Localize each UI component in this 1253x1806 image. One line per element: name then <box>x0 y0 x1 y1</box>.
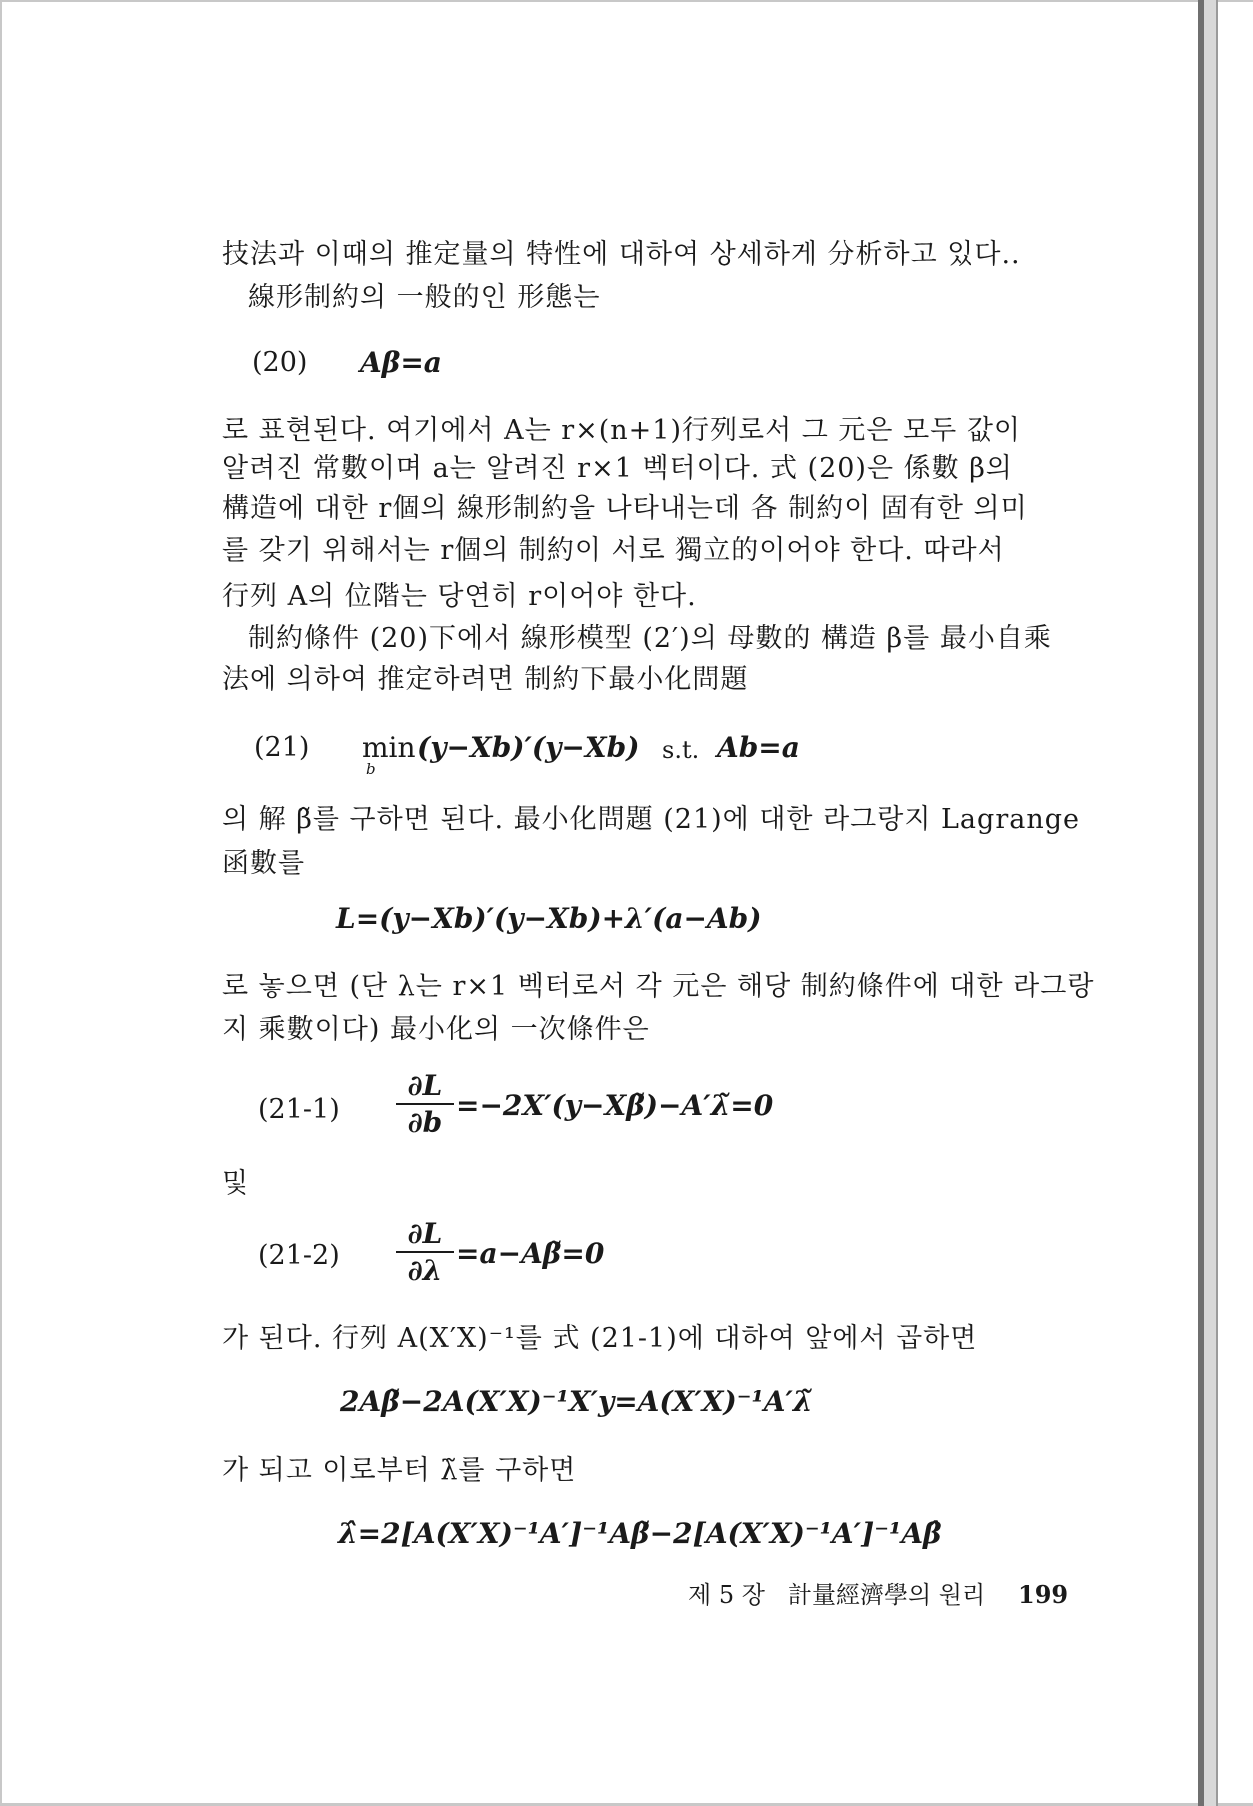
equation-21-st: s.t. <box>662 736 700 764</box>
text-line: 알려진 常數이며 a는 알려진 r×1 벡터이다. 式 (20)은 係數 β의 <box>222 453 1013 484</box>
equation-lagrangian: L=(y−Xb)′(y−Xb)+λ′(a−Ab) <box>336 902 762 935</box>
equation-number: (21) <box>254 732 310 763</box>
equation-number: (21-2) <box>258 1240 340 1271</box>
equation-20: Aβ=a <box>360 346 442 379</box>
equation-21-2-fraction <box>396 1218 454 1287</box>
page-number: 199 <box>1018 1580 1069 1609</box>
equation-21-1-rhs: =−2X′(y−Xβ̃)−A′λ̃=0 <box>456 1089 774 1122</box>
equation-lambda-hat: λ̂=2[A(X′X)⁻¹A′]⁻¹Aβ̃−2[A(X′X)⁻¹A′]⁻¹Aβ̂ <box>338 1517 942 1550</box>
equation-number: (21-1) <box>258 1094 340 1125</box>
fraction-denominator: ∂b <box>407 1106 443 1139</box>
page-border-left <box>0 0 2 1806</box>
text-line: 法에 의하여 推定하려면 制約下最小化問題 <box>222 664 749 695</box>
page-edge-margin <box>1204 0 1216 1806</box>
fraction-numerator: ∂L <box>407 1069 443 1102</box>
text-line: 로 놓으면 (단 λ는 r×1 벡터로서 각 元은 해당 制約條件에 대한 라그랑 <box>222 971 1095 1002</box>
text-line: 函數를 <box>222 848 306 879</box>
text-line: 構造에 대한 r個의 線形制約을 나타내는데 各 制約이 固有한 의미 <box>222 493 1028 524</box>
text-line: 行列 A의 位階는 당연히 r이어야 한다. <box>222 581 697 612</box>
equation-21-constraint: Ab=a <box>717 731 800 764</box>
text-line: 가 된다. 行列 A(X′X)⁻¹를 式 (21-1)에 대하여 앞에서 곱하면 <box>222 1323 978 1354</box>
text-line: 技法과 이때의 推定量의 特性에 대하여 상세하게 分析하고 있다.. <box>222 239 1021 270</box>
equation-premultiplied: 2Aβ̃−2A(X′X)⁻¹X′y=A(X′X)⁻¹A′λ̃ <box>340 1385 813 1418</box>
equation-21-1-fraction <box>396 1070 454 1139</box>
footer-chapter: 제 5 장 <box>688 1581 765 1609</box>
text-line: 線形制約의 一般的인 形態는 <box>248 282 601 313</box>
text-line: 制約條件 (20)下에서 線形模型 (2′)의 母數的 構造 β를 最小自乘 <box>248 623 1052 654</box>
fraction-denominator: ∂λ <box>407 1254 443 1287</box>
equation-number: (20) <box>252 347 308 378</box>
fraction-bar <box>396 1251 454 1253</box>
equation-21-min: min <box>362 731 416 764</box>
equation-21-body: (y−Xb)′(y−Xb) <box>417 731 640 764</box>
page-border-top <box>0 0 1253 2</box>
text-line: 및 <box>222 1168 250 1199</box>
text-line: 의 解 β̃를 구하면 된다. 最小化問題 (21)에 대한 라그랑지 Lagrange <box>222 804 1080 835</box>
equation-21-subscript: b <box>366 760 376 778</box>
page-edge-line <box>1216 0 1218 1806</box>
text-line: 가 되고 이로부터 λ̃를 구하면 <box>222 1455 577 1486</box>
fraction-numerator: ∂L <box>407 1217 443 1250</box>
text-line: 를 갖기 위해서는 r個의 制約이 서로 獨立的이어야 한다. 따라서 <box>222 535 1005 566</box>
footer-title: 計量經濟學의 원리 <box>788 1581 986 1609</box>
fraction-bar <box>396 1103 454 1105</box>
text-line: 지 乘數이다) 最小化의 一次條件은 <box>222 1014 650 1045</box>
text-line: 로 표현된다. 여기에서 A는 r×(n+1)行列로서 그 元은 모두 값이 <box>222 415 1022 446</box>
equation-21-2-rhs: =a−Aβ̃=0 <box>456 1237 605 1270</box>
